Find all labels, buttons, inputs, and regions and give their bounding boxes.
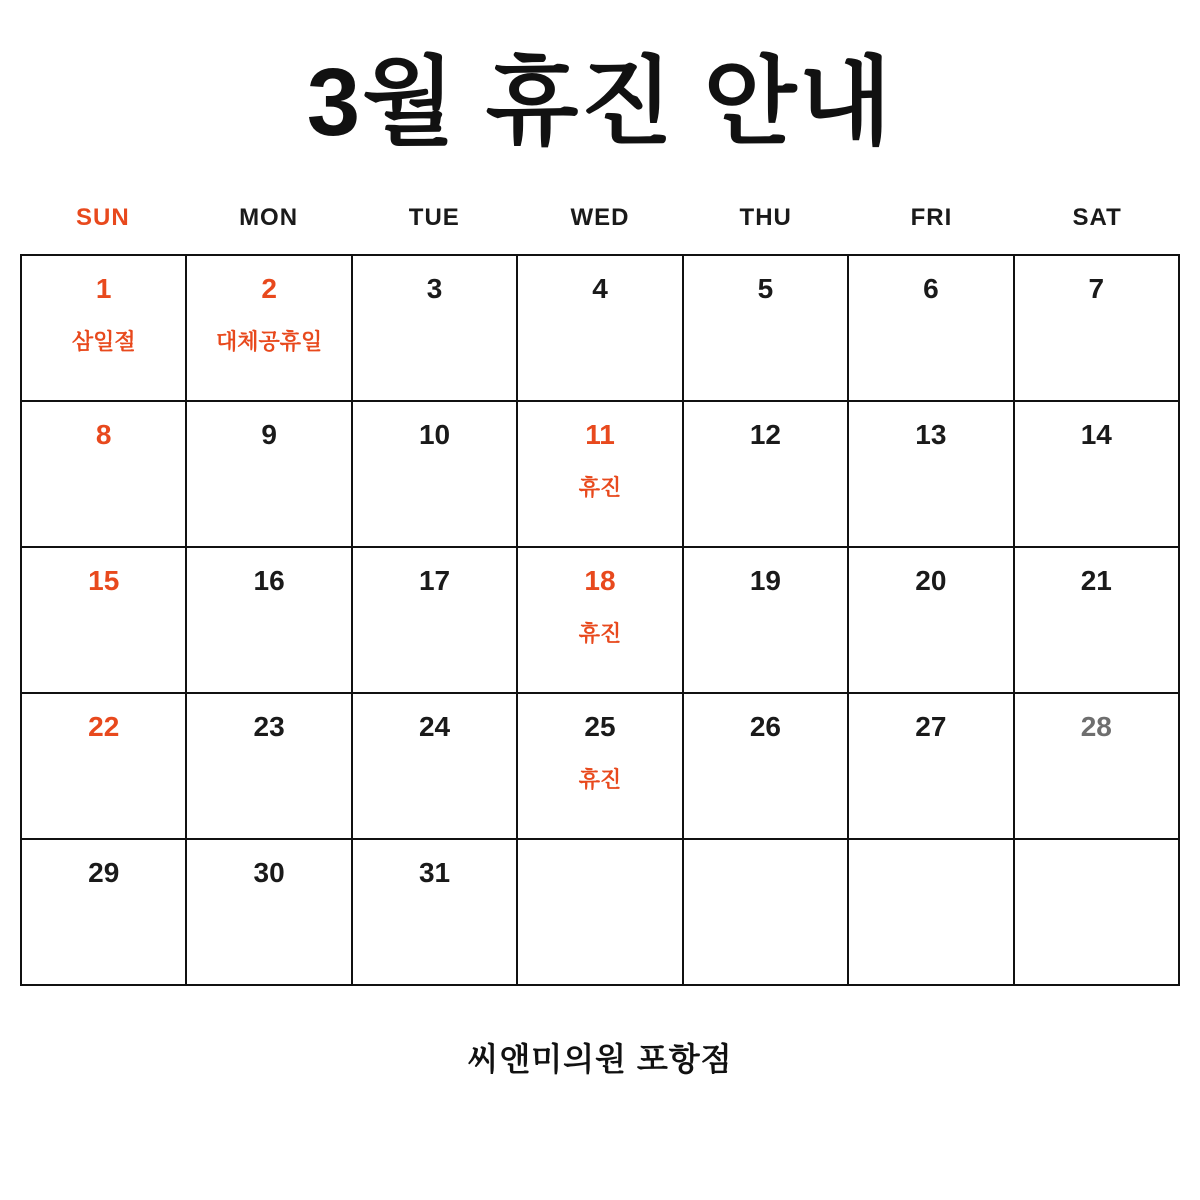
weekday-fri: FRI — [910, 204, 953, 232]
calendar-cell — [684, 548, 849, 694]
day-number: 17 — [418, 565, 451, 597]
day-number: 1 — [95, 273, 112, 305]
calendar-cell — [22, 548, 187, 694]
day-number: 8 — [95, 419, 112, 451]
calendar-cell — [518, 402, 683, 548]
calendar-cell — [1015, 694, 1180, 840]
calendar-cell — [1015, 256, 1180, 402]
day-number: 11 — [585, 419, 615, 451]
day-number: 15 — [88, 565, 120, 597]
calendar-cell — [1015, 402, 1180, 548]
day-note: 대체공휴일 — [216, 329, 323, 355]
calendar-cell — [353, 402, 518, 548]
weekday-tue: TUE — [408, 204, 460, 232]
day-number: 26 — [749, 711, 781, 743]
day-number: 12 — [749, 419, 781, 451]
calendar-cell — [22, 840, 187, 986]
day-number: 25 — [584, 711, 616, 743]
calendar-cell — [518, 256, 683, 402]
calendar-cell — [187, 840, 352, 986]
calendar-cell — [22, 256, 187, 402]
day-number: 9 — [261, 419, 277, 451]
weekday-wed: WED — [570, 204, 630, 232]
calendar-cell — [22, 694, 187, 840]
day-number: 7 — [1088, 273, 1105, 305]
day-number: 22 — [88, 711, 120, 743]
weekday-sun: SUN — [76, 204, 130, 232]
calendar-cell — [849, 256, 1014, 402]
calendar-cell — [518, 840, 683, 986]
day-number: 28 — [1080, 711, 1112, 743]
day-number: 20 — [915, 565, 947, 597]
day-number: 13 — [915, 419, 947, 451]
calendar-cell — [187, 694, 352, 840]
day-number: 27 — [915, 711, 947, 743]
calendar-cell — [518, 548, 683, 694]
calendar-cell — [684, 694, 849, 840]
day-number: 10 — [418, 419, 451, 451]
calendar-grid — [20, 254, 1180, 986]
weekday-mon: MON — [239, 204, 299, 232]
calendar-cell — [849, 840, 1014, 986]
calendar-cell — [187, 256, 352, 402]
calendar-cell — [353, 256, 518, 402]
calendar-cell — [353, 548, 518, 694]
day-number: 24 — [418, 711, 451, 743]
day-number: 3 — [426, 273, 443, 305]
day-number: 14 — [1080, 419, 1112, 451]
day-note: 휴진 — [578, 621, 622, 647]
day-note: 휴진 — [578, 475, 622, 501]
weekday-thu: THU — [739, 204, 792, 232]
calendar-cell — [684, 256, 849, 402]
day-number: 30 — [253, 857, 285, 889]
calendar-cell — [353, 694, 518, 840]
calendar-cell — [22, 402, 187, 548]
weekday-header — [20, 204, 1180, 232]
calendar-cell — [1015, 840, 1180, 986]
day-number: 21 — [1080, 565, 1112, 597]
day-number: 5 — [757, 273, 774, 305]
clinic-name: 씨앤미의원 포항점 — [467, 1041, 733, 1078]
calendar-cell — [518, 694, 683, 840]
day-number: 16 — [253, 565, 285, 597]
calendar-cell — [849, 694, 1014, 840]
weekday-sat: SAT — [1072, 204, 1122, 232]
day-note: 삼일절 — [71, 329, 136, 355]
calendar-cell — [187, 402, 352, 548]
calendar-cell — [1015, 548, 1180, 694]
calendar-cell — [353, 840, 518, 986]
day-number: 18 — [584, 565, 616, 597]
day-number: 19 — [749, 565, 781, 597]
day-number: 23 — [253, 711, 285, 743]
day-number: 29 — [88, 857, 120, 889]
day-number: 4 — [592, 273, 608, 305]
day-note: 휴진 — [578, 767, 622, 793]
day-number: 2 — [261, 273, 277, 305]
calendar-cell — [187, 548, 352, 694]
day-number: 31 — [418, 857, 451, 889]
calendar-cell — [684, 402, 849, 548]
calendar-cell — [849, 548, 1014, 694]
day-number: 6 — [923, 273, 939, 305]
calendar-cell — [849, 402, 1014, 548]
calendar-cell — [684, 840, 849, 986]
page-title: 3월 휴진 안내 — [306, 49, 894, 156]
